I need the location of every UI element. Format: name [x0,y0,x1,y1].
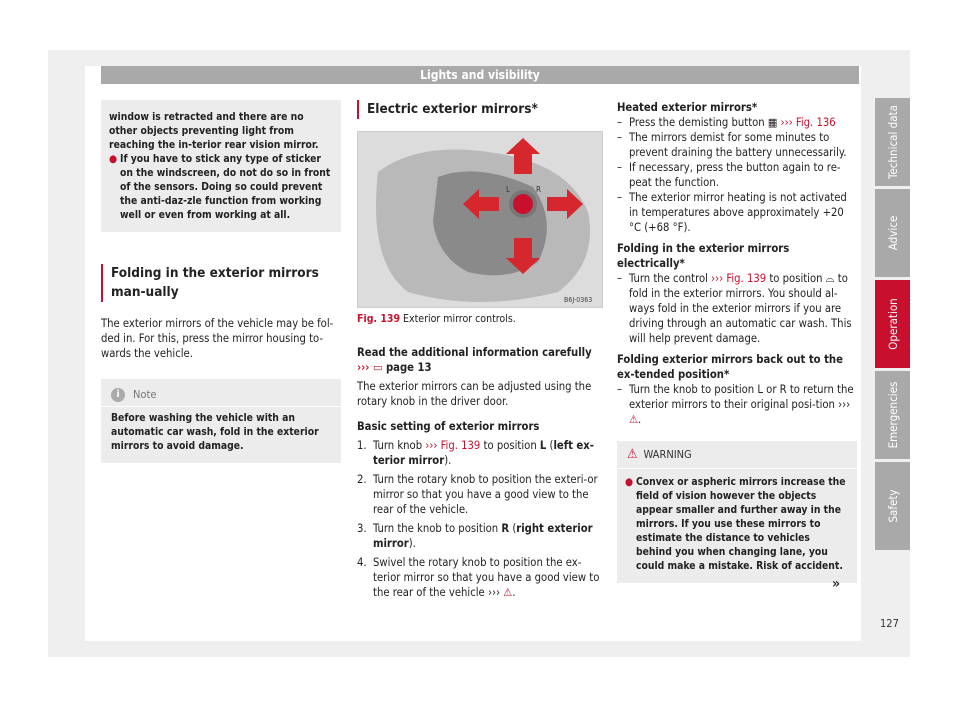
tab-safety[interactable]: Safety [875,462,910,550]
paragraph: The exterior mirrors of the vehicle may be fol-ded in. For this, press the mirror housing to-wards the vehicle. [101,317,334,360]
section-title: Folding in the exterior mirrors man-ually [111,265,319,300]
page-header: Lights and visibility [101,66,859,84]
demist-icon: ▦ [767,116,778,129]
fold-title: Folding in the exterior mirrors electrically* [617,242,790,270]
tab-operation[interactable]: Operation [875,280,910,368]
note-box [101,379,341,463]
section-heading [357,100,601,119]
info-box [101,100,341,232]
fig-link[interactable]: ››› Fig. 139 [425,439,481,452]
section-title: Electric exterior mirrors* [367,101,538,117]
back-title: Folding exterior mirrors back out to the ex-tended position* [617,353,843,381]
steps-list [357,438,601,600]
svg-text:R: R [536,185,541,194]
chapter-tabs [875,98,910,553]
list-item: 2. Turn the rotary knob to position the exteri-or mirror so that you have a good view to the rear of the vehicle. [357,473,598,516]
list-item: 3. Turn the knob to position R (right exterior mirror). [357,522,593,550]
warning-icon: ⚠ [503,586,513,599]
section-heading [101,264,341,302]
warning-text: Convex or aspheric mirrors increase the field of vision however the objects appear smaller and further away in the mirrors. If you use these mirrors to estimate the distance to vehicles behind you when changing lane, you could make a mistake. Risk of accident. [636,476,846,572]
warning-box [617,441,857,583]
tab-advice[interactable]: Advice [875,189,910,277]
svg-text:L: L [506,185,511,194]
figure-caption: Fig. 139 Exterior mirror controls. [357,313,516,325]
list-item: – Turn the knob to position L or R to return the exterior mirrors to their original posi-tion ››› ⚠. [617,383,854,426]
list-item: – If necessary, press the button again to re-peat the function. [617,161,841,189]
read-more-link[interactable]: page 13 [385,361,432,374]
page-number: 127 [880,617,899,630]
note-text: Before washing the vehicle with an automatic car wash, fold in the exterior mirrors to avoid damage. [101,406,341,463]
basic-setting-title: Basic setting of exterior mirrors [357,420,540,433]
column-right [617,100,859,583]
warning-triangle-icon: ⚠ [627,447,638,462]
tab-emergencies[interactable]: Emergencies [875,371,910,459]
continue-mark: » [832,576,841,592]
list-item: – The mirrors demist for some minutes to prevent draining the battery unnecessarily. [617,131,847,159]
figure-code: B6J-0363 [564,296,593,304]
list-item: 4. Swivel the rotary knob to position the ex-terior mirror so that you have a good view to the rear of the vehicle ››› ⚠. [357,556,600,599]
list-item: 1. Turn knob ››› Fig. 139 to position L (left ex-terior mirror). [357,439,594,467]
list-item: – The exterior mirror heating is not activated in temperatures above approximately +20 °C (+68 °F). [617,191,847,234]
info-box-bullet: If you have to stick any type of sticker on the windscreen, do not do so in front of the sensors. Doing so could prevent the anti-daz-zle function from working well or even from working at all. [120,153,331,221]
mirror-control-illustration [358,132,602,307]
fig-link[interactable]: ››› Fig. 139 [711,272,767,285]
bullet-icon: ● [109,153,118,165]
tab-technical-data[interactable]: Technical data [875,98,910,186]
column-left [101,100,341,463]
note-label: Note [133,388,157,401]
list-item: – Turn the control ››› Fig. 139 to position ⌓ to fold in the exterior mirrors. You should al-ways fold in the exterior mirrors if you are driving through an automatic car wash. This will help prevent damage. [617,272,852,345]
warning-label: WARNING [643,448,692,461]
fold-mirror-icon: ⌓ [825,272,835,285]
figure-mirror-controls [357,131,603,308]
heated-title: Heated exterior mirrors* [617,101,758,114]
figure-label: Fig. 139 [357,313,401,325]
column-middle [357,100,601,600]
read-more-icon: ››› ▭ [357,361,383,374]
list-item: – Press the demisting button ▦ ››› Fig. 136 [617,116,836,129]
read-more: Read the additional information carefully ››› ▭ page 13 [357,346,592,374]
fig-link[interactable]: ››› Fig. 136 [780,116,836,129]
intro-text: The exterior mirrors can be adjusted using the rotary knob in the driver door. [357,380,592,408]
info-box-text: window is retracted and there are no other objects preventing light from reaching the in-terior rear vision mirror. [109,111,319,151]
warning-icon: ⚠ [629,413,639,426]
bullet-icon: ● [625,476,634,488]
info-icon: i [111,388,125,402]
